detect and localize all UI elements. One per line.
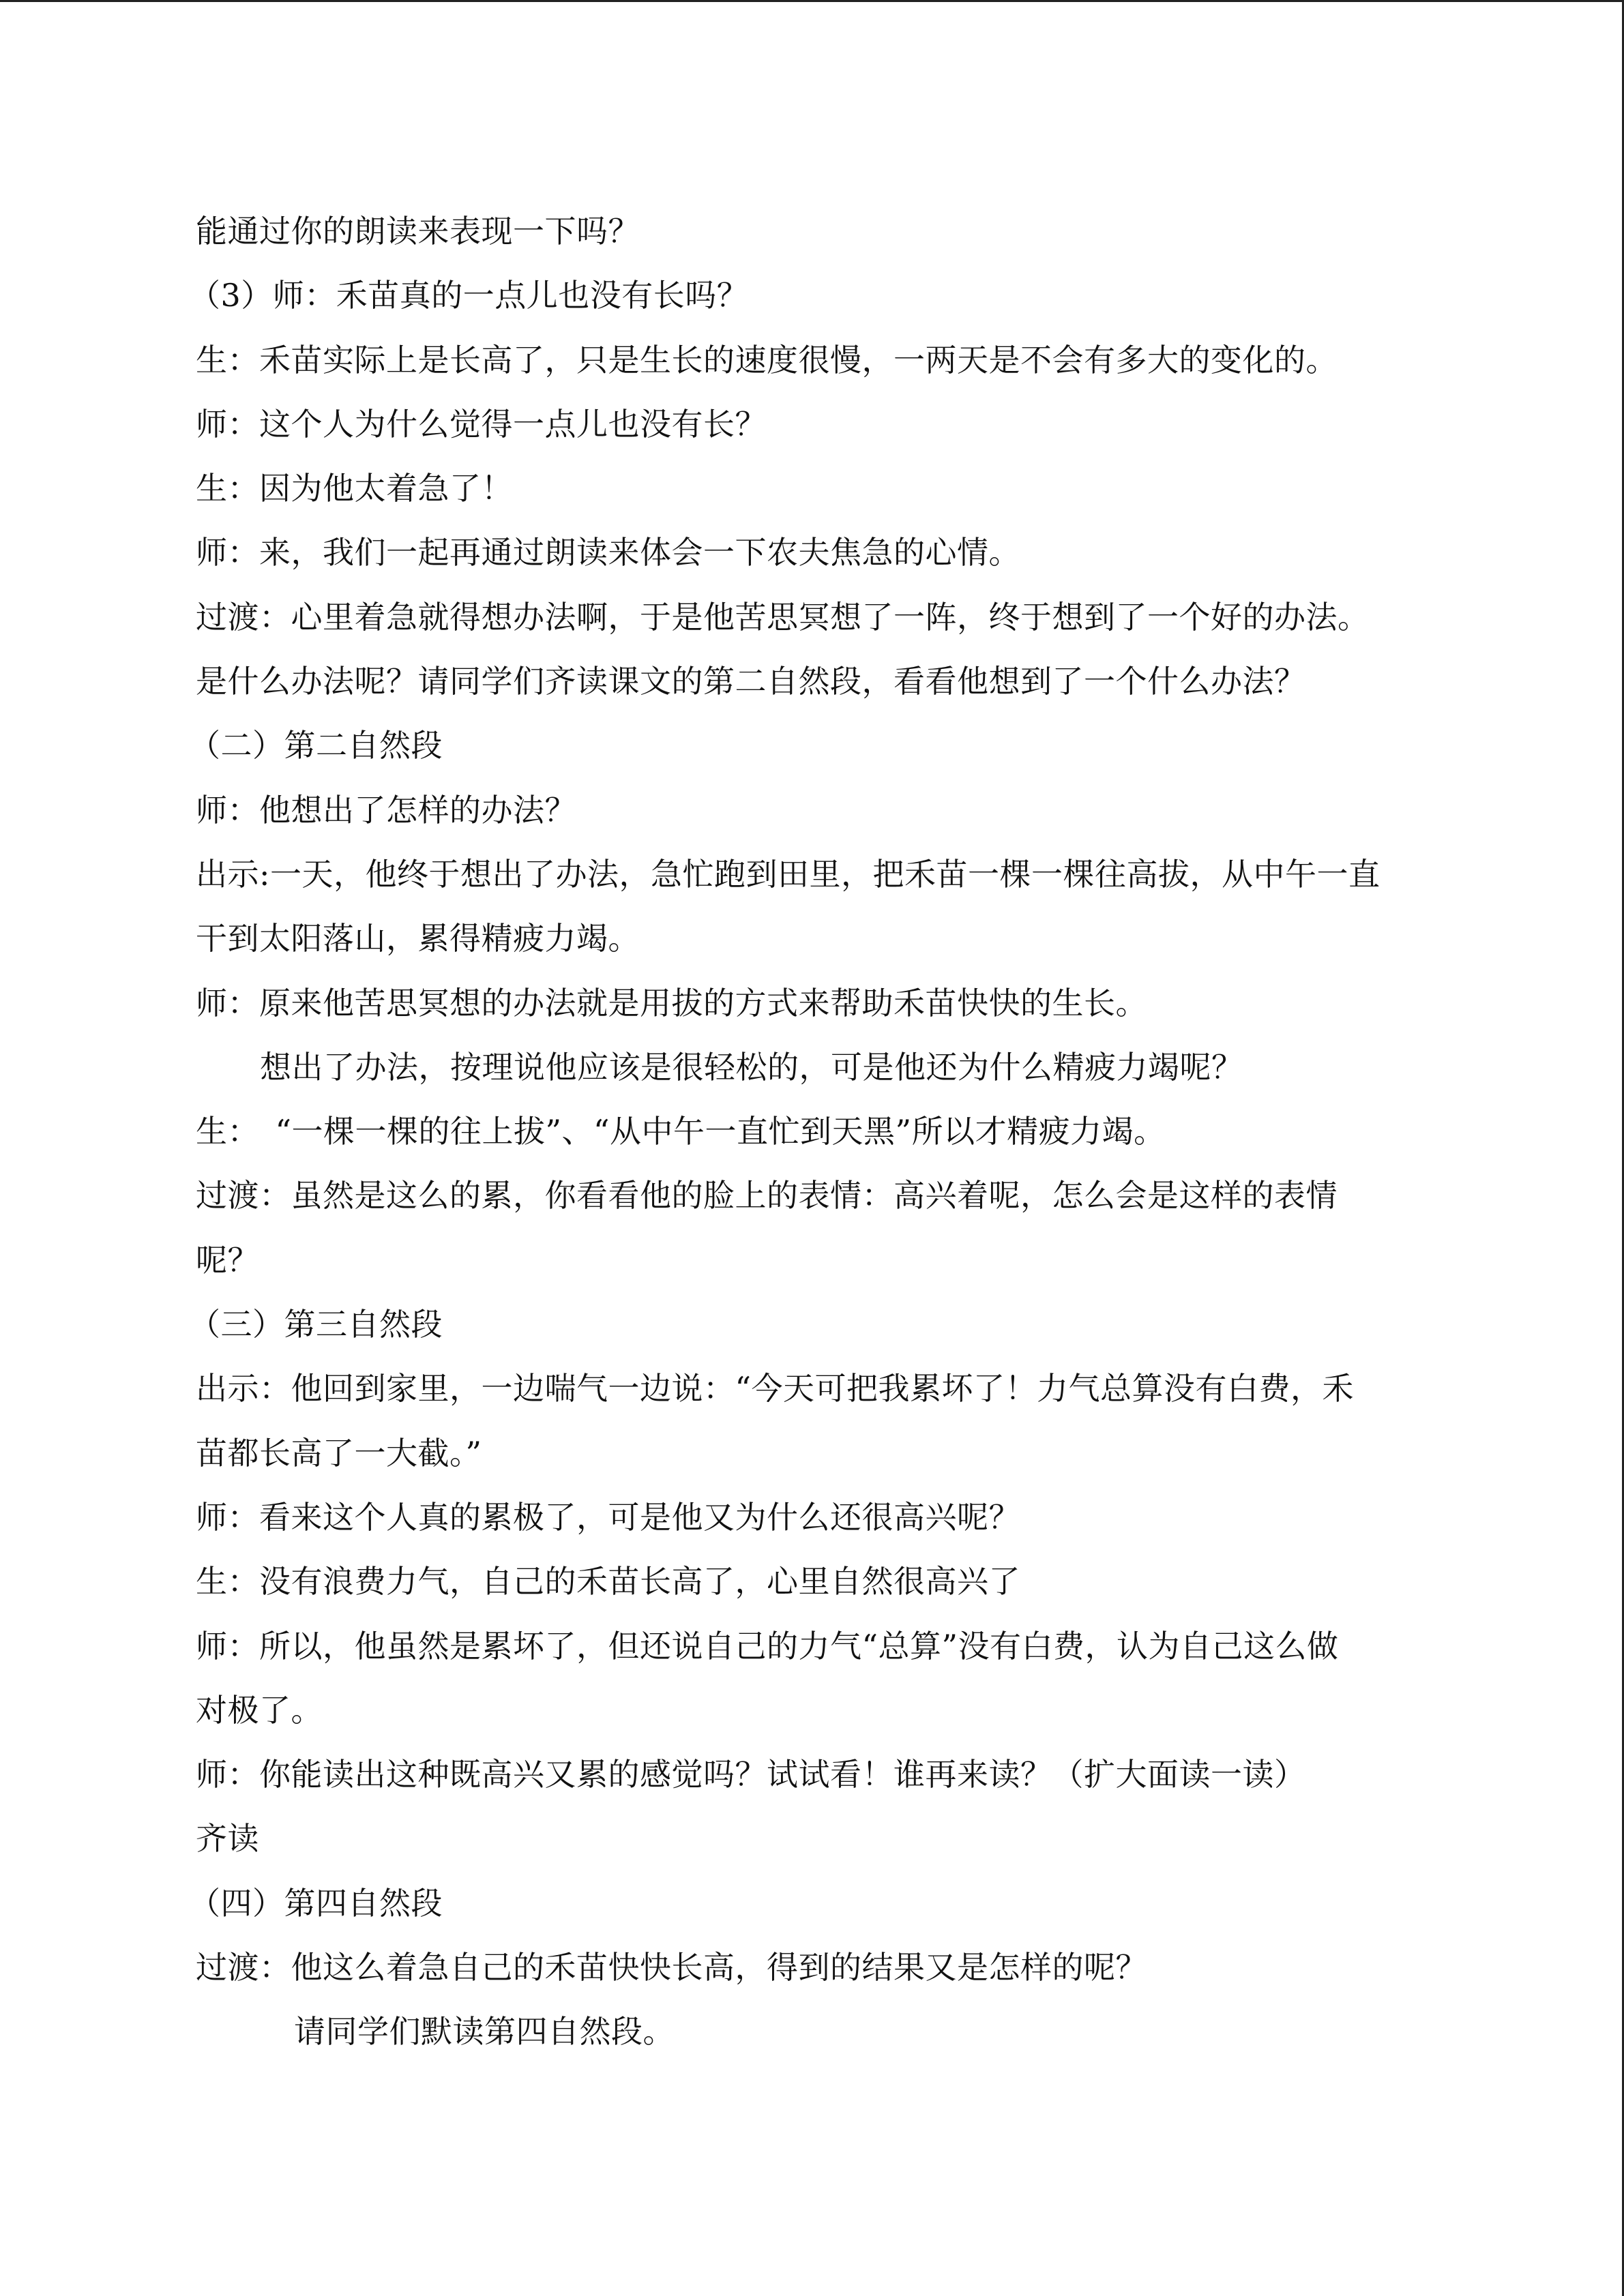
text-line: 干到太阳落山，累得精疲力竭。 bbox=[196, 920, 640, 957]
text-line: 师：这个人为什么觉得一点儿也没有长？ bbox=[196, 405, 767, 443]
text-line: 生：因为他太着急了！ bbox=[196, 470, 513, 507]
section-heading: （三）第三自然段 bbox=[189, 1306, 443, 1343]
text-line: 生：没有浪费力气，自己的禾苗长高了，心里自然很高兴了 bbox=[196, 1563, 1020, 1600]
text-line: 苗都长高了一大截。” bbox=[196, 1434, 482, 1472]
text-line: 过渡：虽然是这么的累，你看看他的脸上的表情：高兴着呢，怎么会是这样的表情 bbox=[196, 1177, 1338, 1214]
section-heading: （二）第二自然段 bbox=[189, 727, 443, 764]
text-line: 呢？ bbox=[196, 1241, 259, 1279]
top-border-line bbox=[0, 0, 1624, 2]
text-line: 师：他想出了怎样的办法？ bbox=[196, 791, 576, 829]
section-heading: （四）第四自然段 bbox=[189, 1884, 443, 1922]
document-body bbox=[189, 199, 1458, 2064]
text-line: 师：原来他苦思冥想的办法就是用拔的方式来帮助禾苗快快的生长。 bbox=[196, 984, 1147, 1022]
text-line: 师：看来这个人真的累极了，可是他又为什么还很高兴呢？ bbox=[196, 1498, 1020, 1536]
text-line: 出示：他回到家里，一边喘气一边说：“今天可把我累坏了！力气总算没有白费，禾 bbox=[196, 1370, 1355, 1407]
text-line: 想出了办法，按理说他应该是很轻松的，可是他还为什么精疲力竭呢？ bbox=[260, 1048, 1243, 1086]
text-line: 师：你能读出这种既高兴又累的感觉吗？试试看！谁再来读？（扩大面读一读） bbox=[196, 1756, 1306, 1793]
text-line: 生： “一棵一棵的往上拔”、“从中午一直忙到天黑”所以才精疲力竭。 bbox=[196, 1113, 1166, 1150]
text-line: 能通过你的朗读来表现一下吗？ bbox=[196, 213, 640, 250]
text-line: 对极了。 bbox=[196, 1691, 323, 1729]
text-line: 请同学们默读第四自然段。 bbox=[294, 2013, 675, 2051]
text-line: 齐读 bbox=[196, 1820, 259, 1858]
text-line: 过渡：心里着急就得想办法啊，于是他苦思冥想了一阵，终于想到了一个好的办法。 bbox=[196, 598, 1370, 636]
text-line: 过渡：他这么着急自己的禾苗快快长高，得到的结果又是怎样的呢？ bbox=[196, 1949, 1147, 1986]
text-line: 出示:一天，他终于想出了办法，急忙跑到田里，把禾苗一棵一棵往高拔，从中午一直 bbox=[196, 855, 1381, 893]
text-line: 师：来，我们一起再通过朗读来体会一下农夫焦急的心情。 bbox=[196, 534, 1020, 571]
text-line: 生：禾苗实际上是长高了，只是生长的速度很慢，一两天是不会有多大的变化的。 bbox=[196, 341, 1338, 378]
text-line: 是什么办法呢？请同学们齐读课文的第二自然段，看看他想到了一个什么办法？ bbox=[196, 663, 1306, 700]
text-line: （3）师：禾苗真的一点儿也没有长吗？ bbox=[189, 277, 749, 314]
text-line: 师：所以，他虽然是累坏了，但还说自己的力气“总算”没有白费，认为自己这么做 bbox=[196, 1627, 1339, 1665]
